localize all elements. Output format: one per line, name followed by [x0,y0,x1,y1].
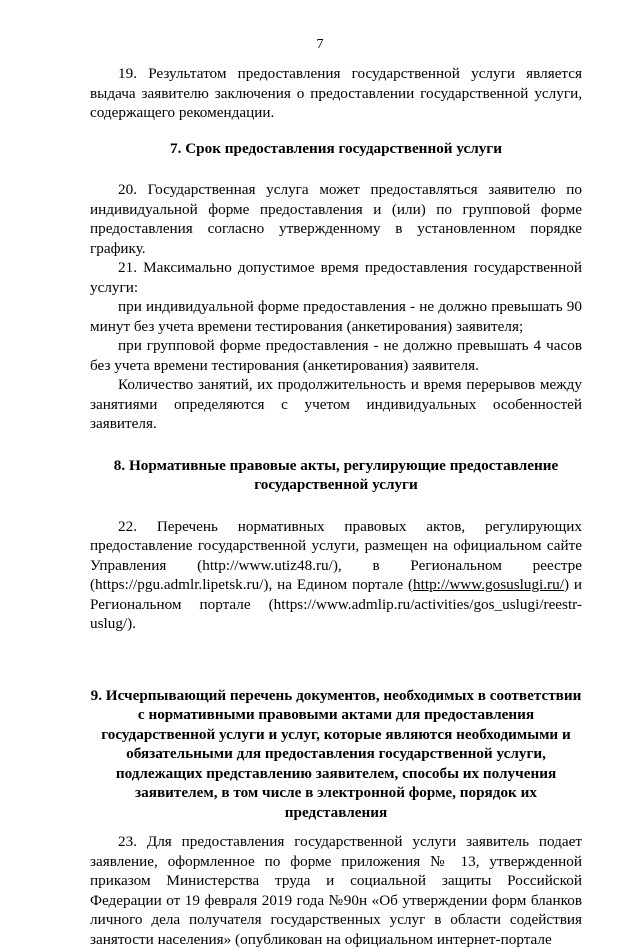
page-number: 7 [316,37,324,52]
paragraph-19: 19. Результатом предоставления государственной услуги является выдача заявителю заключения о предоставлении государственной услуги, содержащего рекомендации. [90,65,582,121]
section-8-heading: 8. Нормативные правовые акты, регулирующие предоставление государственной услуги [113,456,559,493]
section-7-heading: 7. Срок предоставления государственной услуги [170,139,502,157]
gosuslugi-link[interactable]: http://www.gosuslugi.ru/ [413,576,564,593]
paragraph-21: 21. Максимально допустимое время предоставления государственной услуги: [90,259,582,296]
paragraph-23: 23. Для предоставления государственной услуги заявитель подает заявление, оформленное по форме приложения № 13, утвержденной приказом Министерства труда и социальной защиты Российской Федерации от 19 февраля 2019 года №90н «Об утверждении форм бланков личного дела получателя государственных услуг в области содействия занятости населения» (опубликован на официальном интернет-портале [90,833,582,948]
paragraph-22-text-start: 22. Перечень нормативных правовых актов, регулирующих предоставление государственной услуги, размещен на официальном сайте Управления (http://www.utiz48.ru/), в Региональном реестре (https://pgu.admlr.lipetsk.ru/), на Едином портале ( [90,517,582,593]
document-body [90,64,582,949]
paragraph-21-individual: при индивидуальной форме предоставления - не должно превышать 90 минут без учета времени тестирования (анкетирования) заявителя; [90,298,582,335]
paragraph-21-group: при групповой форме предоставления - не должно превышать 4 часов без учета времени тестирования (анкетирования) заявителя. [90,337,582,374]
paragraph-22-text-end: ) и Региональном портале (https://www.admlip.ru/activities/gos_uslugi/reestr-uslug/). [90,576,583,632]
paragraph-21-sessions: Количество занятий, их продолжительность и время перерывов между занятиями определяются с учетом индивидуальных особенностей заявителя. [90,376,582,432]
section-9-heading: 9. Исчерпывающий перечень документов, необходимых в соответствии с нормативными правовыми актами для предоставления государственной услуги и услуг, которые являются необходимыми и обязательными для предоставления государственной услуги, подлежащих представлению заявителем, способы их получения заявителем, в том числе в электронной форме, порядок их представления [90,686,582,821]
paragraph-20: 20. Государственная услуга может предоставляться заявителю по индивидуальной форме предоставления и (или) по групповой форме предоставления согласно утвержденному в установленном порядке графику. [90,181,582,257]
paragraph-22 [90,517,582,634]
